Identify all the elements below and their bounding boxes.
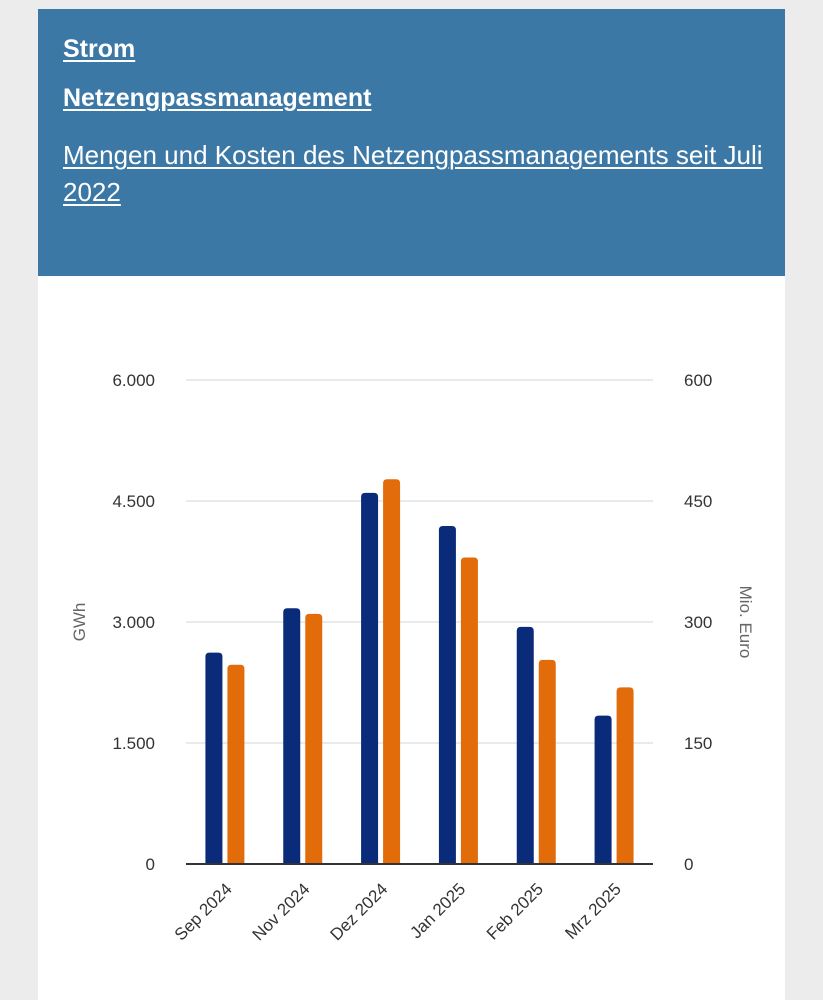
left-tick-label: 6.000: [112, 371, 155, 390]
x-tick-label: Dez 2024: [326, 879, 392, 945]
bar-kosten-3[interactable]: [461, 557, 478, 864]
x-tick-label: Nov 2024: [248, 879, 314, 945]
left-tick-label: 1.500: [112, 734, 155, 753]
left-tick-label: 4.500: [112, 492, 155, 511]
right-tick-label: 0: [684, 855, 694, 874]
y-axis-left-title: GWh: [70, 602, 89, 642]
breadcrumb-netzengpassmanagement-link[interactable]: Netzengpassmanagement: [63, 84, 372, 112]
x-tick-label: Mrz 2025: [561, 879, 625, 943]
bar-kosten-4[interactable]: [539, 660, 556, 864]
bar-kosten-0[interactable]: [227, 665, 244, 864]
right-tick-label: 150: [684, 734, 713, 753]
x-tick-label: Sep 2024: [170, 879, 236, 945]
bar-menge-3[interactable]: [439, 526, 456, 864]
left-tick-label: 0: [145, 855, 155, 874]
left-axis-ticks: [112, 371, 155, 874]
bar-kosten-5[interactable]: [617, 687, 634, 864]
left-tick-label: 3.000: [112, 613, 155, 632]
right-tick-label: 450: [684, 492, 713, 511]
bar-kosten-1[interactable]: [305, 614, 322, 864]
breadcrumb-strom-link[interactable]: Strom: [63, 35, 136, 63]
x-tick-label: Feb 2025: [482, 879, 548, 944]
bars: [205, 479, 633, 864]
right-tick-label: 600: [684, 371, 713, 390]
bar-menge-4[interactable]: [517, 627, 534, 864]
bar-menge-0[interactable]: [205, 653, 222, 864]
y-axis-right-title: Mio. Euro: [736, 585, 755, 659]
bar-kosten-2[interactable]: [383, 479, 400, 864]
right-tick-label: 300: [684, 613, 713, 632]
x-tick-label: Jan 2025: [406, 879, 470, 943]
right-axis-ticks: [684, 371, 712, 874]
grid-lines: [186, 380, 653, 743]
bar-menge-5[interactable]: [595, 716, 612, 864]
x-axis-ticks: [171, 879, 625, 944]
bar-menge-2[interactable]: [361, 493, 378, 864]
bar-menge-1[interactable]: [283, 608, 300, 864]
chart-title-link[interactable]: Mengen und Kosten des Netzengpassmanagements seit Juli 2022: [63, 140, 763, 207]
